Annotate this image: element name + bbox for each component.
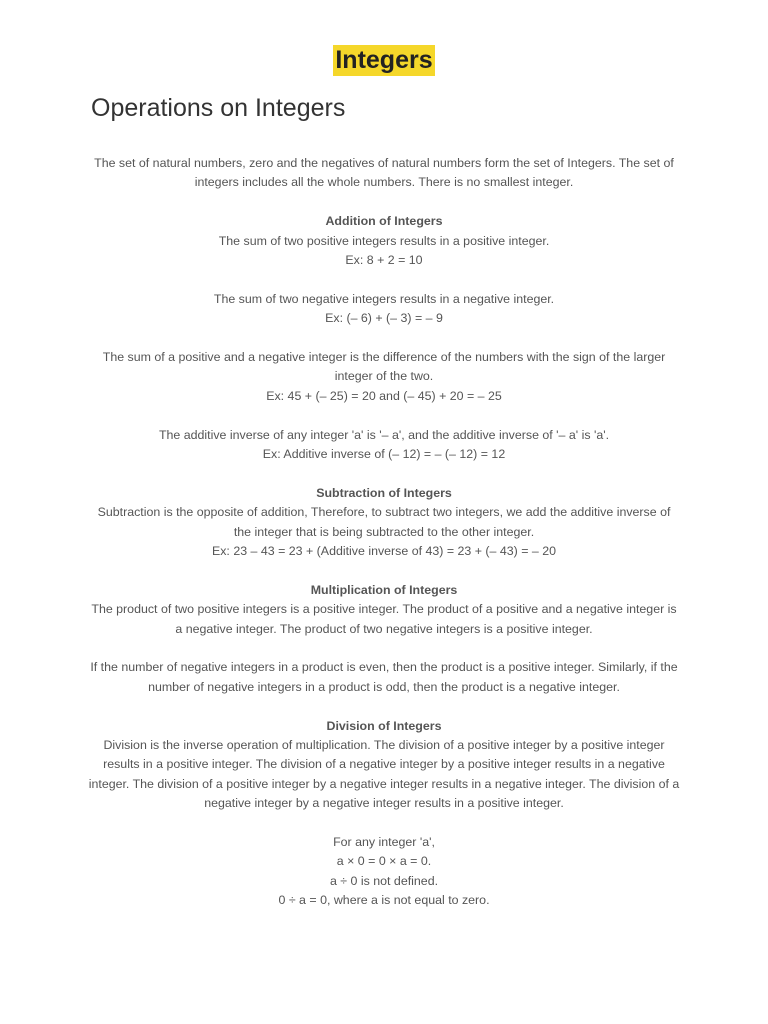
zero-rule-1: a × 0 = 0 × a = 0. [336, 854, 432, 869]
multiplication-rule-1: The product of two positive integers is a positive integer. The product of a positive and a negative integer is a negative integer. The product of two negative integers is a positive integer. [91, 602, 677, 636]
multiplication-heading: Multiplication of Integers [310, 582, 458, 597]
addition-mixed-block [88, 348, 680, 406]
division-rule: Division is the inverse operation of multiplication. The division of a positive integer by a positive integer results in a positive integer. The division of a negative integer by a positive integer results in a negative integer. The division of a positive integer by a negative integer results in a negative integer. The division of a negative integer by a negative integer results in a positive integer. [88, 738, 680, 811]
division-heading: Division of Integers [326, 718, 442, 733]
subtraction-heading: Subtraction of Integers [316, 485, 452, 500]
multiplication-section [88, 581, 680, 639]
addition-example-3: Ex: 45 + (– 25) = 20 and (– 45) + 20 = – 25 [266, 388, 502, 403]
addition-section [88, 212, 680, 270]
zero-rule-2: a ÷ 0 is not defined. [329, 873, 439, 888]
addition-rule-4: The additive inverse of any integer 'a' is '– a', and the additive inverse of '– a' is 'a'. [158, 427, 610, 442]
page-subtitle: Operations on Integers [91, 94, 346, 122]
division-section [88, 717, 680, 814]
zero-rules-intro: For any integer 'a', [333, 835, 435, 850]
additive-inverse-block [88, 426, 680, 465]
subtraction-example: Ex: 23 – 43 = 23 + (Additive inverse of 43) = 23 + (– 43) = – 20 [211, 544, 557, 559]
addition-example-2: Ex: (– 6) + (– 3) = – 9 [325, 311, 443, 326]
addition-rule-3: The sum of a positive and a negative integer is the difference of the numbers with the sign of the larger integer of the two. [102, 350, 666, 384]
zero-rule-3: 0 ÷ a = 0, where a is not equal to zero. [278, 893, 490, 908]
zero-rules-section [88, 833, 680, 911]
addition-rule-1: The sum of two positive integers results in a positive integer. [218, 233, 550, 248]
addition-rule-2: The sum of two negative integers results in a negative integer. [213, 291, 555, 306]
addition-heading: Addition of Integers [325, 214, 443, 229]
addition-example-1: Ex: 8 + 2 = 10 [345, 253, 423, 268]
subtraction-section [88, 484, 680, 562]
intro-paragraph: The set of natural numbers, zero and the negatives of natural numbers form the set of Integers. The set of integers includes all the whole numbers. There is no smallest integer. [94, 156, 674, 190]
addition-negative-block [88, 290, 680, 329]
multiplication-sign-rule: If the number of negative integers in a product is even, then the product is a positive integer. Similarly, if the number of negative integers in a product is odd, then the product is a negative integer. [90, 660, 678, 694]
addition-example-4: Ex: Additive inverse of (– 12) = – (– 12) = 12 [262, 447, 506, 462]
subtraction-rule: Subtraction is the opposite of addition, Therefore, to subtract two integers, we add the additive inverse of the integer that is being subtracted to the other integer. [97, 505, 671, 539]
document-title: Integers [335, 46, 433, 74]
title-container [0, 45, 768, 76]
document-body [88, 154, 680, 930]
